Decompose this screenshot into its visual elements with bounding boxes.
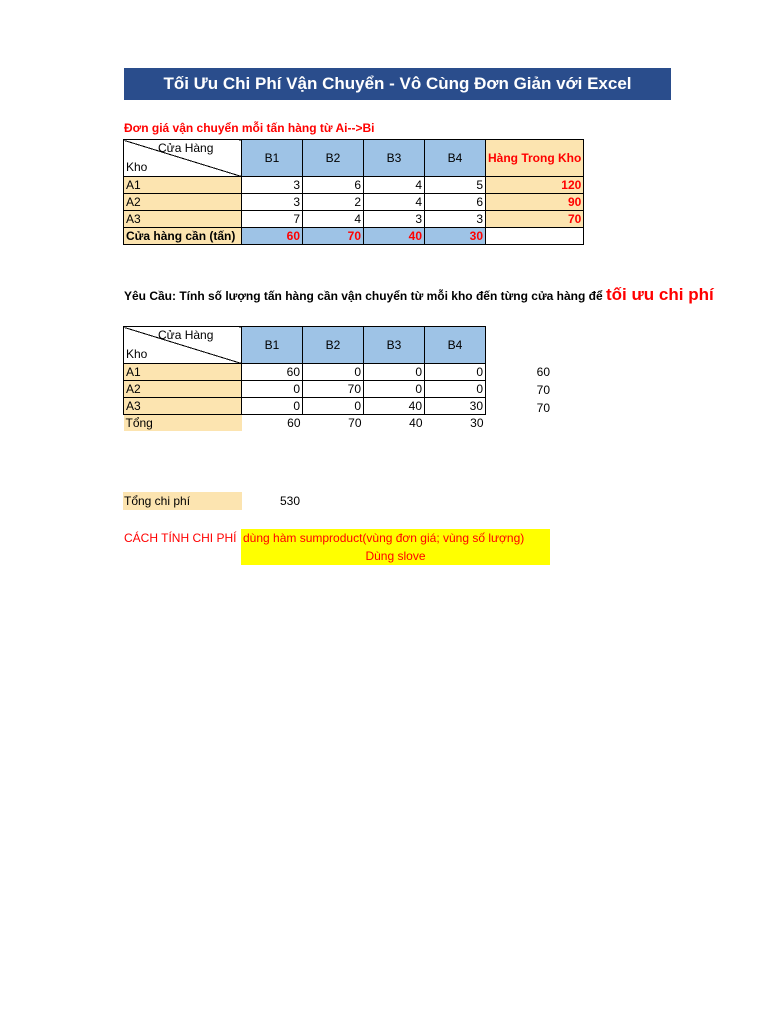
table-row — [124, 381, 486, 398]
quantity-cell[interactable]: 60 — [242, 364, 303, 381]
column-header[interactable]: B1 — [242, 327, 303, 364]
cost-cell[interactable]: 6 — [303, 177, 364, 194]
requirement-body: Yêu Cầu: Tính số lượng tấn hàng cần vận chuyển từ mỗi kho đến từng cửa hàng để — [124, 289, 606, 303]
quantity-cell[interactable]: 0 — [425, 364, 486, 381]
quantity-cell[interactable]: 0 — [303, 364, 364, 381]
row-label[interactable]: A2 — [124, 194, 242, 211]
demand-label[interactable]: Cửa hàng cần (tấn) — [124, 228, 242, 245]
total-cost-value[interactable]: 530 — [279, 494, 300, 508]
cost-cell[interactable]: 5 — [425, 177, 486, 194]
requirement-highlight: tối ưu chi phí — [606, 285, 714, 304]
row-label[interactable]: A1 — [124, 364, 242, 381]
quantity-cell[interactable]: 0 — [303, 398, 364, 415]
unit-cost-table — [123, 139, 584, 245]
quantity-cell[interactable]: 30 — [425, 398, 486, 415]
table-row — [124, 211, 584, 228]
row-label[interactable]: A3 — [124, 211, 242, 228]
column-header[interactable]: B4 — [425, 140, 486, 177]
cost-cell[interactable]: 3 — [242, 177, 303, 194]
total-cell[interactable]: 30 — [470, 416, 484, 430]
quantity-cell[interactable]: 0 — [242, 381, 303, 398]
demand-cell[interactable]: 70 — [303, 228, 364, 245]
cost-cell[interactable]: 3 — [364, 211, 425, 228]
quantity-cell[interactable]: 0 — [425, 381, 486, 398]
table-row — [124, 364, 486, 381]
page-title: Tối Ưu Chi Phí Vận Chuyển - Vô Cùng Đơn Giản với Excel — [124, 68, 671, 100]
table-row — [124, 177, 584, 194]
column-header[interactable]: B1 — [242, 140, 303, 177]
method-label[interactable]: CÁCH TÍNH CHI PHÍ — [124, 531, 237, 545]
demand-cell[interactable]: 60 — [242, 228, 303, 245]
column-header[interactable]: B2 — [303, 140, 364, 177]
total-cell[interactable]: 70 — [348, 416, 362, 430]
header-row — [124, 327, 486, 364]
cost-cell[interactable]: 4 — [303, 211, 364, 228]
cost-table-caption: Đơn giá vận chuyển mỗi tấn hàng từ Ai-->Bi — [124, 121, 375, 135]
quantity-cell[interactable]: 0 — [242, 398, 303, 415]
supply-cell[interactable]: 90 — [486, 194, 584, 211]
demand-row — [124, 228, 584, 245]
column-header[interactable]: B3 — [364, 327, 425, 364]
total-label[interactable]: Tổng — [124, 415, 242, 432]
method-note[interactable] — [241, 529, 550, 565]
supply-header[interactable]: Hàng Trong Kho — [486, 140, 584, 177]
total-cell[interactable]: 60 — [287, 416, 301, 430]
row-label[interactable]: A2 — [124, 381, 242, 398]
corner-cell[interactable] — [124, 140, 242, 177]
cost-cell[interactable]: 7 — [242, 211, 303, 228]
cost-cell[interactable]: 4 — [364, 194, 425, 211]
corner-cell[interactable] — [124, 327, 242, 364]
row-total-a1[interactable]: 60 — [536, 365, 550, 379]
corner-bottom-label: Kho — [126, 160, 148, 174]
cost-cell[interactable]: 3 — [425, 211, 486, 228]
column-header[interactable]: B4 — [425, 327, 486, 364]
supply-cell[interactable]: 120 — [486, 177, 584, 194]
row-label[interactable]: A3 — [124, 398, 242, 415]
quantity-cell[interactable]: 40 — [364, 398, 425, 415]
corner-top-label: Cửa Hàng — [158, 141, 214, 155]
cost-cell[interactable]: 2 — [303, 194, 364, 211]
total-row — [124, 415, 486, 432]
empty-cell[interactable] — [486, 228, 584, 245]
table-row — [124, 194, 584, 211]
quantity-table — [123, 326, 486, 431]
requirement-text — [124, 285, 768, 305]
total-cost-label[interactable]: Tổng chi phí — [123, 492, 242, 510]
cost-cell[interactable]: 4 — [364, 177, 425, 194]
row-total-a2[interactable]: 70 — [536, 383, 550, 397]
corner-bottom-label: Kho — [126, 347, 148, 361]
cost-cell[interactable]: 3 — [242, 194, 303, 211]
table-row — [124, 398, 486, 415]
column-header[interactable]: B3 — [364, 140, 425, 177]
corner-top-label: Cửa Hàng — [158, 328, 214, 342]
quantity-cell[interactable]: 0 — [364, 381, 425, 398]
method-line2: Dùng slove — [365, 549, 426, 563]
demand-cell[interactable]: 30 — [425, 228, 486, 245]
cost-cell[interactable]: 6 — [425, 194, 486, 211]
total-cell[interactable]: 40 — [409, 416, 423, 430]
method-line1: dùng hàm sumproduct(vùng đơn giá; vùng số lượng) — [243, 531, 525, 545]
column-header[interactable]: B2 — [303, 327, 364, 364]
row-total-a3[interactable]: 70 — [536, 401, 550, 415]
row-label[interactable]: A1 — [124, 177, 242, 194]
quantity-cell[interactable]: 0 — [364, 364, 425, 381]
demand-cell[interactable]: 40 — [364, 228, 425, 245]
supply-cell[interactable]: 70 — [486, 211, 584, 228]
quantity-cell[interactable]: 70 — [303, 381, 364, 398]
header-row — [124, 140, 584, 177]
